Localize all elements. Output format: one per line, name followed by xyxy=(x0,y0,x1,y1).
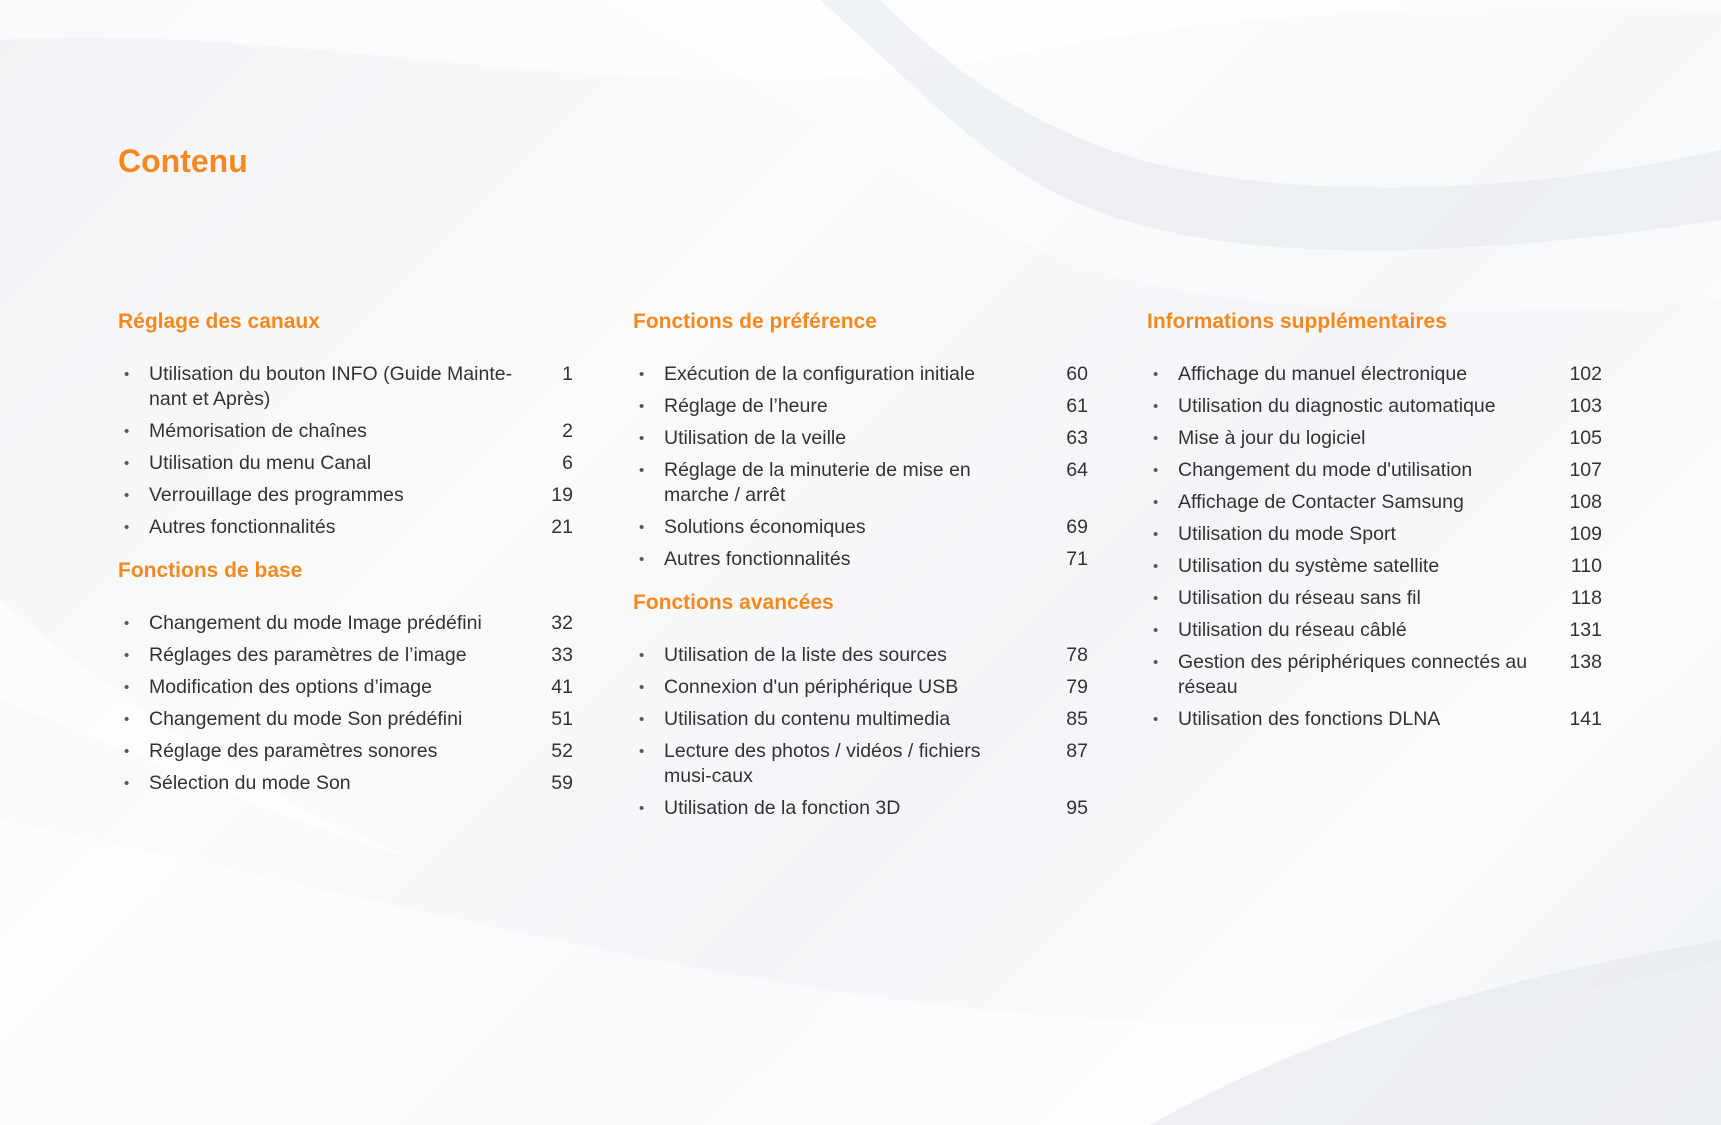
bullet-icon: • xyxy=(639,398,645,415)
toc-entry-link[interactable] xyxy=(1147,618,1602,643)
toc-entry-page-number: 41 xyxy=(551,676,573,698)
toc-entry-label: Utilisation de la veille xyxy=(664,427,847,449)
toc-column-3 xyxy=(1147,309,1602,739)
toc-entry-label: Changement du mode Image prédéfini xyxy=(149,612,482,634)
toc-entry-page-number: 118 xyxy=(1570,587,1602,609)
toc-entry-link[interactable] xyxy=(118,739,573,764)
toc-list xyxy=(118,611,573,796)
toc-entry-link[interactable] xyxy=(633,796,1088,821)
toc-entry-link[interactable] xyxy=(1147,707,1602,732)
toc-entry-label: Réglage des paramètres sonores xyxy=(149,740,438,762)
section-title: Fonctions de préférence xyxy=(633,310,877,333)
toc-entry-page-number: 60 xyxy=(1066,363,1088,385)
toc-entry-page-number: 69 xyxy=(1066,516,1088,538)
toc-section xyxy=(633,590,1088,821)
bullet-icon: • xyxy=(124,711,130,728)
toc-entry-link[interactable] xyxy=(118,362,573,412)
toc-entry-label: Utilisation de la liste des sources xyxy=(664,644,947,666)
toc-entry-page-number: 33 xyxy=(551,644,573,666)
bullet-icon: • xyxy=(639,679,645,696)
bullet-icon: • xyxy=(639,743,645,760)
toc-entry-label: Réglage de la minuterie de mise en marche / arrêt xyxy=(664,459,971,506)
toc-entry-page-number: 2 xyxy=(562,420,573,442)
bullet-icon: • xyxy=(1153,494,1159,511)
toc-entry-label: Autres fonctionnalités xyxy=(664,548,851,570)
toc-entry-label: Affichage de Contacter Samsung xyxy=(1178,491,1464,513)
toc-entry-link[interactable] xyxy=(633,426,1088,451)
bullet-icon: • xyxy=(639,800,645,817)
toc-entry-label: Exécution de la configuration initiale xyxy=(664,363,976,385)
toc-entry-page-number: 87 xyxy=(1066,740,1088,762)
toc-entry-page-number: 21 xyxy=(551,516,573,538)
toc-entry-link[interactable] xyxy=(118,643,573,668)
toc-entry-page-number: 103 xyxy=(1569,395,1602,417)
toc-entry-label: Utilisation des fonctions DLNA xyxy=(1178,708,1441,730)
toc-entry-label: Solutions économiques xyxy=(664,516,866,538)
toc-entry-label: Réglages des paramètres de l’image xyxy=(149,644,467,666)
toc-entry-page-number: 71 xyxy=(1066,548,1088,570)
toc-entry-link[interactable] xyxy=(1147,586,1602,611)
section-title: Fonctions avancées xyxy=(633,591,834,614)
toc-entry-label: Utilisation du bouton INFO (Guide Mainte-nant et Après) xyxy=(149,363,513,410)
toc-entry-label: Affichage du manuel électronique xyxy=(1178,363,1468,385)
bullet-icon: • xyxy=(124,743,130,760)
bullet-icon: • xyxy=(1153,430,1159,447)
toc-entry-page-number: 108 xyxy=(1569,491,1602,513)
toc-entry-label: Utilisation du réseau câblé xyxy=(1178,619,1407,641)
toc-entry-link[interactable] xyxy=(1147,554,1602,579)
toc-entry-page-number: 63 xyxy=(1066,427,1088,449)
bullet-icon: • xyxy=(1153,590,1159,607)
toc-section xyxy=(1147,309,1602,732)
bullet-icon: • xyxy=(124,647,130,664)
toc-section xyxy=(118,558,573,796)
toc-entry-link[interactable] xyxy=(1147,458,1602,483)
bullet-icon: • xyxy=(639,462,645,479)
toc-entry-label: Verrouillage des programmes xyxy=(149,484,404,506)
toc-entry-page-number: 52 xyxy=(551,740,573,762)
toc-entry-link[interactable] xyxy=(1147,490,1602,515)
toc-entry-page-number: 109 xyxy=(1569,523,1602,545)
toc-entry-link[interactable] xyxy=(1147,522,1602,547)
toc-entry-link[interactable] xyxy=(633,394,1088,419)
toc-entry-label: Gestion des périphériques connectés au réseau xyxy=(1178,651,1528,698)
toc-entry-link[interactable] xyxy=(118,771,573,796)
bullet-icon: • xyxy=(124,487,130,504)
toc-entry-link[interactable] xyxy=(633,675,1088,700)
toc-entry-label: Sélection du mode Son xyxy=(149,772,351,794)
toc-entry-link[interactable] xyxy=(118,419,573,444)
toc-entry-label: Réglage de l’heure xyxy=(664,395,828,417)
bullet-icon: • xyxy=(1153,622,1159,639)
toc-entry-link[interactable] xyxy=(1147,650,1602,700)
toc-list xyxy=(633,362,1088,572)
toc-entry-page-number: 141 xyxy=(1569,708,1602,730)
toc-entry-page-number: 64 xyxy=(1066,459,1088,481)
bullet-icon: • xyxy=(124,519,130,536)
toc-entry-page-number: 110 xyxy=(1570,555,1602,577)
bullet-icon: • xyxy=(1153,366,1159,383)
bullet-icon: • xyxy=(639,430,645,447)
bullet-icon: • xyxy=(639,647,645,664)
bullet-icon: • xyxy=(1153,654,1159,671)
toc-entry-link[interactable] xyxy=(118,611,573,636)
bullet-icon: • xyxy=(639,551,645,568)
toc-entry-page-number: 59 xyxy=(551,772,573,794)
toc-entry-label: Utilisation du système satellite xyxy=(1178,555,1440,577)
toc-entry-page-number: 19 xyxy=(551,484,573,506)
toc-entry-link[interactable] xyxy=(1147,362,1602,387)
toc-entry-label: Connexion d'un périphérique USB xyxy=(664,676,959,698)
toc-entry-page-number: 138 xyxy=(1569,651,1602,673)
toc-entry-link[interactable] xyxy=(633,362,1088,387)
toc-entry-label: Changement du mode Son prédéfini xyxy=(149,708,463,730)
toc-entry-link[interactable] xyxy=(1147,426,1602,451)
toc-entry-label: Utilisation du réseau sans fil xyxy=(1178,587,1421,609)
toc-list xyxy=(633,643,1088,821)
toc-section xyxy=(118,309,573,540)
section-title: Informations supplémentaires xyxy=(1147,310,1447,333)
toc-entry-page-number: 6 xyxy=(562,452,573,474)
bullet-icon: • xyxy=(1153,398,1159,415)
toc-entry-link[interactable] xyxy=(118,675,573,700)
toc-entry-link[interactable] xyxy=(118,515,573,540)
toc-list xyxy=(1147,362,1602,732)
toc-section xyxy=(633,309,1088,572)
toc-entry-page-number: 1 xyxy=(562,363,573,385)
bullet-icon: • xyxy=(1153,558,1159,575)
toc-entry-label: Autres fonctionnalités xyxy=(149,516,336,538)
toc-entry-page-number: 79 xyxy=(1066,676,1088,698)
toc-entry-label: Utilisation du contenu multimedia xyxy=(664,708,951,730)
bullet-icon: • xyxy=(124,455,130,472)
toc-entry-page-number: 61 xyxy=(1066,395,1088,417)
toc-entry-page-number: 85 xyxy=(1066,708,1088,730)
toc-entry-page-number: 95 xyxy=(1066,797,1088,819)
toc-entry-link[interactable] xyxy=(633,707,1088,732)
bullet-icon: • xyxy=(124,679,130,696)
bullet-icon: • xyxy=(639,519,645,536)
bullet-icon: • xyxy=(639,366,645,383)
toc-column-1 xyxy=(118,309,573,803)
bullet-icon: • xyxy=(124,615,130,632)
section-title: Réglage des canaux xyxy=(118,310,320,333)
toc-entry-link[interactable] xyxy=(633,547,1088,572)
toc-entry-label: Utilisation du menu Canal xyxy=(149,452,372,474)
toc-entry-link[interactable] xyxy=(633,643,1088,668)
bullet-icon: • xyxy=(124,775,130,792)
section-title: Fonctions de base xyxy=(118,559,303,582)
toc-entry-link[interactable] xyxy=(1147,394,1602,419)
toc-entry-label: Modification des options d’image xyxy=(149,676,432,698)
toc-entry-page-number: 32 xyxy=(551,612,573,634)
toc-entry-label: Utilisation du mode Sport xyxy=(1178,523,1396,545)
toc-entry-page-number: 107 xyxy=(1569,459,1602,481)
page-title: Contenu xyxy=(118,143,248,179)
toc-entry-label: Utilisation du diagnostic automatique xyxy=(1178,395,1496,417)
toc-entry-link[interactable] xyxy=(118,451,573,476)
bullet-icon: • xyxy=(124,366,130,383)
toc-entry-link[interactable] xyxy=(633,515,1088,540)
toc-entry-label: Mémorisation de chaînes xyxy=(149,420,367,442)
bullet-icon: • xyxy=(1153,711,1159,728)
toc-entry-label: Lecture des photos / vidéos / fichiers musi-caux xyxy=(664,740,981,787)
toc-entry-link[interactable] xyxy=(633,739,1088,789)
bullet-icon: • xyxy=(1153,462,1159,479)
toc-entry-page-number: 102 xyxy=(1569,363,1602,385)
toc-entry-label: Mise à jour du logiciel xyxy=(1178,427,1366,449)
toc-entry-link[interactable] xyxy=(118,707,573,732)
bullet-icon: • xyxy=(639,711,645,728)
bullet-icon: • xyxy=(124,423,130,440)
toc-entry-page-number: 78 xyxy=(1066,644,1088,666)
toc-entry-link[interactable] xyxy=(633,458,1088,508)
toc-entry-page-number: 105 xyxy=(1569,427,1602,449)
toc-list xyxy=(118,362,573,540)
toc-column-2 xyxy=(633,309,1088,828)
toc-entry-link[interactable] xyxy=(118,483,573,508)
bullet-icon: • xyxy=(1153,526,1159,543)
toc-entry-page-number: 51 xyxy=(551,708,573,730)
toc-entry-label: Changement du mode d'utilisation xyxy=(1178,459,1473,481)
toc-entry-label: Utilisation de la fonction 3D xyxy=(664,797,901,819)
toc-entry-page-number: 131 xyxy=(1569,619,1602,641)
